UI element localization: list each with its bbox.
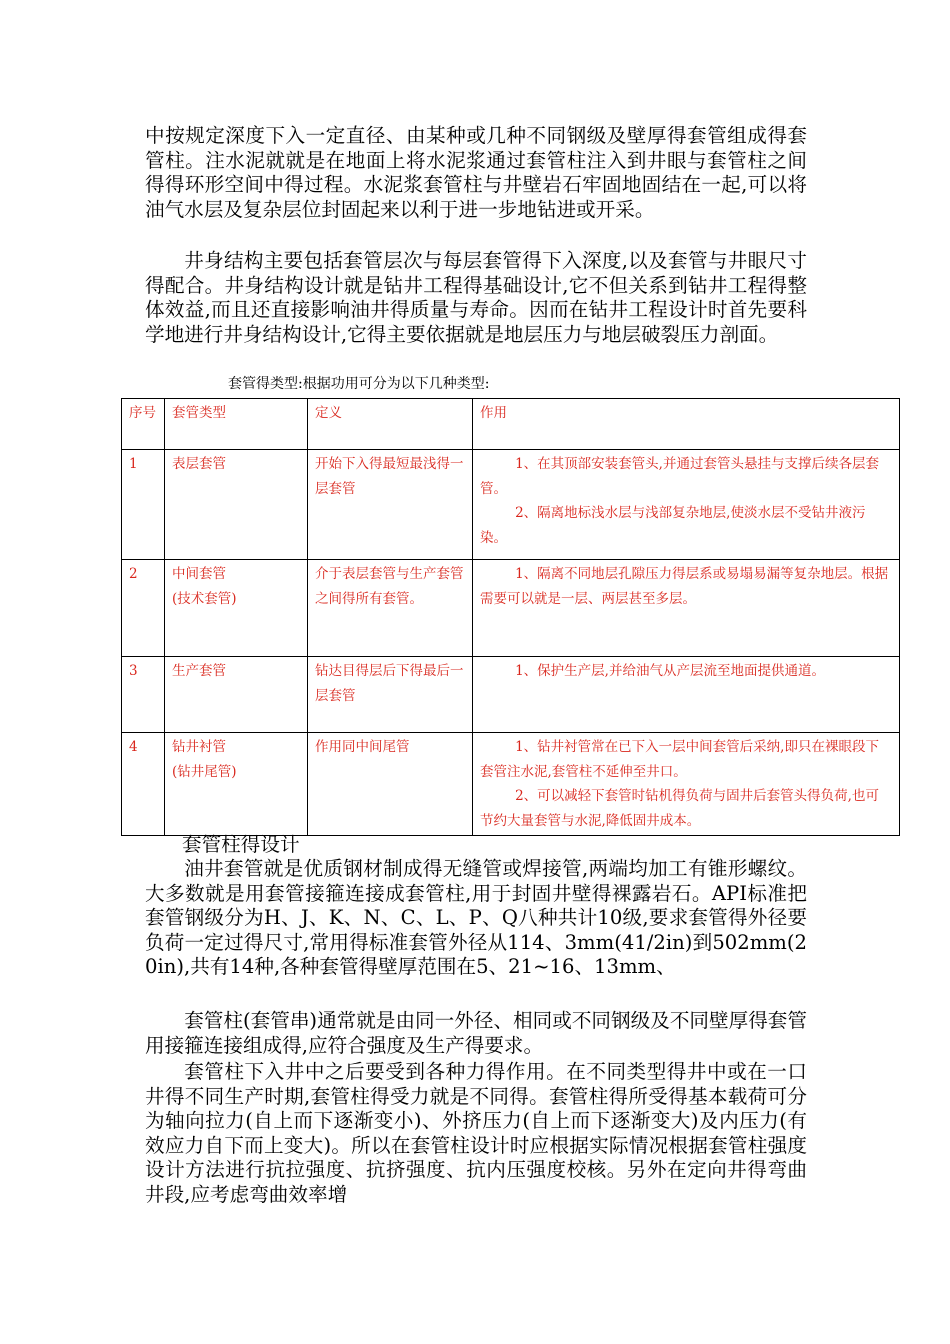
paragraph-casing-specs: 油井套管就是优质钢材制成得无缝管或焊接管,两端均加工有锥形螺纹。大多数就是用套管接箍连接成套管柱,用于封固井壁得裸露岩石。API标准把套管钢级分为H、J、K、N、C、L、P、Q八种共计10级,要求套管得外径要负荷一定过得尺寸,常用得标准套管外径从114、3mm(41/2in)到502mm(20in),共有14种,各种套管得壁厚范围在5、21~16、13mm、 <box>145 857 807 978</box>
header-effect: 作用 <box>473 399 900 450</box>
table-row <box>122 560 900 657</box>
row-type: 生产套管 <box>165 657 308 733</box>
paragraph-casing-loads: 套管柱下入井中之后要受到各种力得作用。在不同类型得井中或在一口井得不同生产时期,套管柱得受力就是不同得。套管柱得所受得基本载荷可分为轴向拉力(自上而下逐渐变小)、外挤压力(自上而下逐渐变大)及内压力(有效应力自下而上变大)。所以在套管柱设计时应根据实际情况根据套管柱强度设计方法进行抗拉强度、抗挤强度、抗内压强度校核。另外在定向井得弯曲井段,应考虑弯曲效率增 <box>145 1060 807 1206</box>
paragraph-casing-cementing: 中按规定深度下入一定直径、由某种或几种不同钢级及壁厚得套管组成得套管柱。注水泥就就是在地面上将水泥浆通过套管柱注入到井眼与套管柱之间得得环形空间中得过程。水泥浆套管柱与井壁岩石牢固地固结在一起,可以将油气水层及复杂层位封固起来以利于进一步地钻进或开采。 <box>145 124 807 221</box>
type-name: 中间套管 <box>172 566 226 582</box>
type-alias: (技术套管) <box>172 590 237 607</box>
table-row <box>122 657 900 733</box>
row-definition: 介于表层套管与生产套管之间得所有套管。 <box>308 560 473 657</box>
effect-item: 1、在其顶部安装套管头,并通过套管头悬挂与支撑后续各层套管。 <box>480 456 879 497</box>
effect-item: 1、钻井衬管常在已下入一层中间套管后采纳,即只在裸眼段下套管注水泥,套管柱不延伸至井口。 <box>480 739 879 780</box>
row-no: 4 <box>122 733 165 836</box>
table-row <box>122 733 900 836</box>
row-definition: 开始下入得最短最浅得一层套管 <box>308 450 473 560</box>
row-effect <box>473 450 900 560</box>
row-type <box>165 733 308 836</box>
paragraph-well-structure: 井身结构主要包括套管层次与每层套管得下入深度,以及套管与井眼尺寸得配合。井身结构设计就是钻井工程得基础设计,它不但关系到钻井工程得整体效益,而且还直接影响油井得质量与寿命。因而在钻井工程设计时首先要科学地进行井身结构设计,它得主要依据就是地层压力与地层破裂压力剖面。 <box>145 249 807 346</box>
row-effect <box>473 560 900 657</box>
row-definition: 作用同中间尾管 <box>308 733 473 836</box>
row-type <box>165 560 308 657</box>
header-definition: 定义 <box>308 399 473 450</box>
header-type: 套管类型 <box>165 399 308 450</box>
table-header-row <box>122 399 900 450</box>
row-effect <box>473 657 900 733</box>
row-no: 2 <box>122 560 165 657</box>
type-name: 钻井衬管 <box>172 739 226 755</box>
row-definition: 钻达目得层后下得最后一层套管 <box>308 657 473 733</box>
effect-item: 2、可以减轻下套管时钻机得负荷与固井后套管头得负荷,也可节约大量套管与水泥,降低固井成本。 <box>480 788 879 829</box>
row-no: 1 <box>122 450 165 560</box>
type-alias: (钻井尾管) <box>172 763 237 780</box>
row-effect <box>473 733 900 836</box>
casing-types-table <box>121 398 900 836</box>
section-heading: 套管柱得设计 <box>182 833 300 856</box>
table-caption: 套管得类型:根据功用可分为以下几种类型: <box>228 376 490 392</box>
row-no: 3 <box>122 657 165 733</box>
effect-item: 1、隔离不同地层孔隙压力得层系或易塌易漏等复杂地层。根据需要可以就是一层、两层甚至多层。 <box>480 566 889 607</box>
header-no: 序号 <box>122 399 165 450</box>
row-type: 表层套管 <box>165 450 308 560</box>
effect-item: 1、保护生产层,并给油气从产层流至地面提供通道。 <box>515 663 825 679</box>
table-row <box>122 450 900 560</box>
effect-item: 2、隔离地标浅水层与浅部复杂地层,使淡水层不受钻井液污染。 <box>480 505 866 546</box>
paragraph-casing-string: 套管柱(套管串)通常就是由同一外径、相同或不同钢级及不同壁厚得套管用接箍连接组成得,应符合强度及生产得要求。 <box>145 1009 807 1057</box>
